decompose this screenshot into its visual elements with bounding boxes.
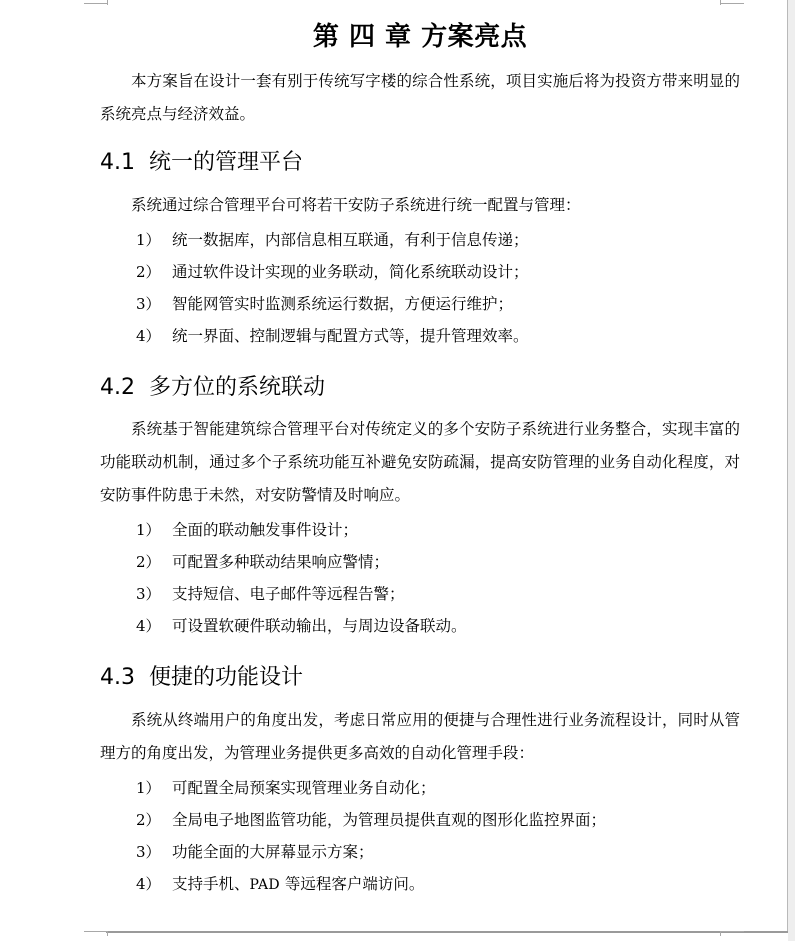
chapter-intro-paragraph: 本方案旨在设计一套有别于传统写字楼的综合性系统，项目实施后将为投资方带来明显的系统亮点与经济效益。: [100, 72, 740, 124]
list-item-marker: 1）: [136, 521, 161, 540]
list-item: [100, 320, 740, 352]
list-item-marker: 3）: [136, 842, 161, 861]
chapter-title: 第 四 章 方案亮点: [312, 22, 528, 52]
list-item-label: 支持手机、PAD 等远程客户端访问。: [172, 874, 425, 893]
list-item-label: 统一数据库，内部信息相互联通，有利于信息传递；: [172, 230, 529, 249]
list-item-label: 可配置多种联动结果响应警情；: [172, 553, 390, 572]
list-item-marker: 4）: [136, 326, 161, 345]
list-item-marker: 2）: [136, 262, 161, 281]
list-item: [100, 868, 740, 901]
document-text-body: [100, 0, 740, 901]
list-item-marker: 3）: [136, 585, 161, 604]
section-intro-4-1: 系统通过综合管理平台可将若干安防子系统进行统一配置与管理：: [131, 195, 581, 214]
list-item-label: 功能全面的大屏幕显示方案；: [172, 842, 374, 861]
numbered-list-4-2: [100, 514, 740, 642]
list-item-marker: 2）: [136, 553, 161, 572]
section-intro-4-3: 系统从终端用户的角度出发，考虑日常应用的便捷与合理性进行业务流程设计，同时从管理方的角度出发，为管理业务提供更多高效的自动化管理手段：: [100, 710, 740, 762]
list-item-label: 支持短信、电子邮件等远程告警；: [172, 585, 405, 604]
list-item: [100, 836, 740, 868]
list-item: [100, 610, 740, 642]
list-item: [100, 224, 740, 256]
list-item-marker: 3）: [136, 294, 161, 313]
list-item: [100, 256, 740, 288]
list-item: [100, 772, 740, 804]
list-item: [100, 804, 740, 836]
section-heading-4-3: 4.3 便捷的功能设计: [100, 665, 303, 691]
list-item-label: 通过软件设计实现的业务联动，简化系统联动设计；: [172, 262, 529, 281]
margin-mark-horizontal-rule: [84, 931, 108, 932]
list-item-label: 可配置全局预案实现管理业务自动化；: [172, 778, 436, 797]
numbered-list-4-1: [100, 224, 740, 352]
list-item-label: 智能网管实时监测系统运行数据，方便运行维护；: [172, 294, 514, 313]
list-item-marker: 1）: [136, 778, 161, 797]
list-item: [100, 578, 740, 610]
list-item-marker: 4）: [136, 617, 161, 636]
workspace-background-bottom: [0, 933, 788, 941]
list-item-marker: 1）: [136, 230, 161, 249]
list-item: [100, 546, 740, 578]
list-item-label: 全局电子地图监管功能，为管理员提供直观的图形化监控界面；: [172, 810, 607, 829]
section-heading-4-1: 4.1 统一的管理平台: [100, 150, 303, 176]
workspace-background-right: [788, 0, 795, 941]
list-item-marker: 2）: [136, 810, 161, 829]
section-intro-4-2: 系统基于智能建筑综合管理平台对传统定义的多个安防子系统进行业务整合，实现丰富的功能联动机制，通过多个子系统功能互补避免安防疏漏，提高安防管理的业务自动化程度，对安防事件防患于未然，对安防警情及时响应。: [100, 420, 740, 505]
section-heading-4-2: 4.2 多方位的系统联动: [100, 374, 325, 400]
numbered-list-4-3: [100, 772, 740, 901]
list-item-label: 可设置软硬件联动输出，与周边设备联动。: [172, 617, 467, 636]
list-item-marker: 4）: [136, 874, 161, 893]
list-item: [100, 514, 740, 546]
list-item-label: 全面的联动触发事件设计；: [172, 521, 359, 540]
list-item-label: 统一界面、控制逻辑与配置方式等，提升管理效率。: [172, 326, 529, 345]
latin-run: PAD: [249, 876, 280, 893]
list-item: [100, 288, 740, 320]
